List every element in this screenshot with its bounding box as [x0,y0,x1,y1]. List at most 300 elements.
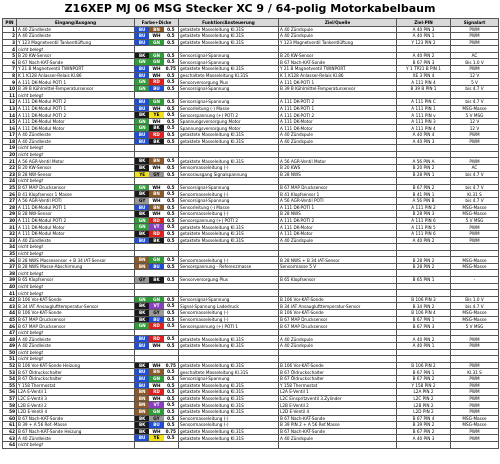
pin-cell: 49 [3,343,17,350]
wire-color-chip: BU [135,33,149,39]
wire-color-chip: RD [149,323,163,329]
signal-cell [451,270,499,277]
function-cell: Sensorleitung (-) Masse [179,105,279,112]
target-pin-cell: A 111 PIN 1 [397,105,451,112]
target-pin-cell: A 111 PIN C [397,99,451,106]
target-cell: Sensormasse 5 V [279,263,397,270]
wire-color-chip: YE [135,172,149,178]
pin-cell: 43 [3,303,17,310]
wire-size: 0.75 [165,428,176,434]
target-pin-cell [397,250,451,257]
wire-color-cell [135,349,179,356]
target-cell: A 111 DK-Motor [279,224,397,231]
table-body [3,26,499,448]
target-cell: B 39 B Kühlmittel-Temperatursensor [279,85,397,92]
wire-color-cell [135,270,179,277]
signal-cell: PWM [451,39,499,46]
function-cell: getaktete Masseleitung Kl.31S [179,66,279,73]
wire-color-chip [135,442,149,448]
target-cell: Y 21 B Magnetventil TWINPORT [279,66,397,73]
target-pin-cell [397,92,451,99]
target-pin-cell [397,244,451,251]
pin-cell: 52 [3,362,17,369]
table-row [3,105,499,112]
signal-cell [451,46,499,53]
wire-color-cell [135,250,179,257]
pin-cell: 17 [3,132,17,139]
pin-cell: 10 [3,85,17,92]
target-cell: A 111 DK-POTI 2 [279,99,397,106]
target-pin-cell [397,329,451,336]
wire-size: 0.5 [164,396,178,402]
wire-color-cell [135,428,179,435]
wire-color-chip: BU [135,369,149,375]
wire-color-chip: GY [149,416,163,422]
wire-color-chip: BK [135,165,149,171]
signal-cell: bis 4.7 V [451,171,499,178]
table-row [3,85,499,92]
target-pin-cell: A 111 PIN v [397,112,451,119]
wire-color-chip: BU [135,106,149,112]
wire-color-cell [135,277,179,284]
table-row [3,422,499,429]
wire-size [164,244,178,250]
wire-size [164,270,178,276]
target-cell [279,441,397,448]
io-cell: K 1 K128 Anlasser-Relais Kl.86 [17,72,135,79]
signal-cell: PWM [451,382,499,389]
pin-cell: 61 [3,422,17,429]
wire-color-chip: BK [135,310,149,316]
wire-color-chip: RD [149,132,163,138]
signal-cell [451,329,499,336]
wire-color-chip [149,290,163,296]
table-row [3,389,499,396]
table-row [3,323,499,330]
target-cell: B 106 Vor-KAT-Sonde [279,310,397,317]
wire-color-chip: GN [135,59,149,65]
io-cell: B 28 NW-Sensor [17,171,135,178]
table-row [3,125,499,132]
table-row [3,79,499,86]
wire-color-chip: BK [135,429,149,435]
signal-cell: PWM [451,362,499,369]
signal-cell: PWM [451,224,499,231]
signal-cell: PWM [451,375,499,382]
table-row [3,138,499,145]
table-row [3,257,499,264]
wire-color-chip [135,284,149,290]
table-row [3,171,499,178]
target-cell: B 67 MAP Drucksensor [279,184,397,191]
wire-color-chip: GN [135,125,149,131]
wire-color-cell [135,369,179,376]
target-cell [279,151,397,158]
pin-cell: 41 [3,290,17,297]
pin-cell: 46 [3,323,17,330]
target-cell: B 65 Klopfsensor [279,277,397,284]
table-row [3,26,499,33]
pin-cell: 9 [3,79,17,86]
target-cell: A 40 Zündspule [279,138,397,145]
wire-color-cell [135,237,179,244]
table-row [3,217,499,224]
wire-color-chip: WH [149,383,163,389]
wire-color-cell [135,33,179,40]
target-cell [279,356,397,363]
pin-cell: 51 [3,356,17,363]
wire-size: 0.5 [164,376,178,382]
wire-color-chip [135,92,149,98]
wire-color-chip: YE [149,435,163,441]
function-cell: getaktete Masseleitung Kl.31S [179,402,279,409]
wire-color-chip: GN [135,218,149,224]
wire-size: 0.5 [164,205,178,211]
table-row [3,39,499,46]
target-cell: B 67 MAP Drucksensor [279,316,397,323]
target-cell [279,250,397,257]
io-cell: B 106 Vor-KAT-Sonde [17,310,135,317]
function-cell: getaktete Masseleitung Kl.31S [179,230,279,237]
target-cell: A 111 DK-POTI 2 [279,112,397,119]
target-cell: A 40 Zündspule [279,435,397,442]
wire-color-cell [135,408,179,415]
target-cell: A 111 DK-POTI 1 [279,204,397,211]
wire-color-cell [135,79,179,86]
wire-color-cell [135,99,179,106]
wire-color-chip: WH [149,396,163,402]
wire-color-chip [149,350,163,356]
target-cell: B 67 Öldruckschalter [279,375,397,382]
function-cell [179,244,279,251]
pin-cell: 55 [3,382,17,389]
target-pin-cell: B 67 PIN 2 [397,428,451,435]
wire-color-chip: BU [149,422,163,428]
wire-size: 0.5 [164,369,178,375]
table-row [3,283,499,290]
wire-color-cell [135,52,179,59]
wire-color-chip: BN [149,369,163,375]
target-pin-cell: B 67 PIN 2 [397,375,451,382]
target-cell: L2B E-Ventil 2 [279,402,397,409]
wire-size: 0.5 [164,389,178,395]
target-pin-cell: B 39 PIN 2 [397,422,451,429]
wire-size: 0.5 [164,53,178,59]
wire-color-chip: WH [149,429,163,435]
signal-cell [451,290,499,297]
pin-cell: 35 [3,250,17,257]
wire-color-cell [135,72,179,79]
function-cell: Sensorsignal-Spannung [179,59,279,66]
document-title: Z16XEP MJ 06 MSG Stecker XC 9 / 64-polig Motorkabelbaum [64,2,436,15]
table-row [3,33,499,40]
target-cell: A 111 DK-POTI 1 [279,105,397,112]
wire-color-chip: VT [149,402,163,408]
io-cell: nicht belegt [17,356,135,363]
wire-color-chip: RD [149,79,163,85]
wire-color-cell [135,422,179,429]
pin-cell: 15 [3,118,17,125]
wire-size [164,350,178,356]
target-cell: L2A E-Ventil 1 [279,389,397,396]
wire-color-chip: GN [135,224,149,230]
io-cell: A 111 DK-Modul POTI 2 [17,99,135,106]
function-cell: getaktete Masseleitung Kl.31S [179,237,279,244]
wire-color-cell [135,441,179,448]
wire-color-chip: BK [135,191,149,197]
wire-size: 0.5 [164,277,178,283]
table-row [3,382,499,389]
target-cell [279,145,397,152]
io-cell: B 20 KW-Sensor [17,164,135,171]
pin-cell: 26 [3,191,17,198]
wire-color-chip: GN [149,376,163,382]
io-cell: B 20 KW-Sensor [17,52,135,59]
wire-color-cell [135,316,179,323]
signal-cell [451,244,499,251]
function-cell: getaktete Masseleitung Kl.31S [179,138,279,145]
signal-cell: MSG-Masse [451,263,499,270]
function-cell [179,329,279,336]
table-row [3,349,499,356]
function-cell [179,283,279,290]
wire-size: 0.5 [164,27,178,33]
wire-size: 0.5 [164,79,178,85]
io-cell: A 56 AGR-Ventil Motor [17,158,135,165]
target-pin-cell: B 67 PIN 4 [397,415,451,422]
wire-color-cell [135,151,179,158]
io-cell: nicht belegt [17,349,135,356]
target-cell: B 67 MAP Drucksensor [279,323,397,330]
pin-cell: 1 [3,26,17,33]
target-pin-cell [397,151,451,158]
wire-size: 0.5 [164,435,178,441]
target-pin-cell [397,356,451,363]
wire-color-chip: WH [149,343,163,349]
table-row [3,52,499,59]
wire-size [164,92,178,98]
wire-color-cell [135,125,179,132]
wire-color-chip: BU [135,73,149,79]
function-cell: getaktete Masseleitung Kl.31S [179,132,279,139]
function-cell: getaktete Masseleitung Kl.31S [179,395,279,402]
target-cell: A 40 Zündspule [279,237,397,244]
signal-cell: PWM [451,158,499,165]
function-cell: getaktete Masseleitung Kl.31S [179,382,279,389]
signal-cell: MSG-Masse [451,310,499,317]
target-cell: B 106 Vor-KAT-Sonde [279,362,397,369]
signal-cell: MSG-Masse [451,316,499,323]
function-cell: Sensorsignal-Spannung [179,99,279,106]
wire-size: 0.5 [164,238,178,244]
pin-cell: 38 [3,270,17,277]
io-cell: A 40 Zündleiste [17,435,135,442]
signal-cell: MSG-Masse [451,105,499,112]
header-color: Farbe+Dicke [135,19,179,27]
target-pin-cell: Y 123 PIN 2 [397,39,451,46]
signal-cell: 5 V MSG [451,323,499,330]
wire-color-chip [149,145,163,151]
wire-size [164,145,178,151]
function-cell: Spannungsversorgung Motor [179,125,279,132]
function-cell: Sensormasseleitung (-) [179,191,279,198]
target-pin-cell [397,46,451,53]
target-cell: B 39 PIN 2 + A 56 Ref.Masse [279,422,397,429]
wire-color-cell [135,290,179,297]
target-cell: B 67 Nach-KAT-Sonde [279,415,397,422]
table-row [3,408,499,415]
target-cell [279,283,397,290]
wire-color-chip: BN [149,158,163,164]
signal-cell [451,441,499,448]
target-cell: Y 158 Thermostat [279,382,397,389]
pin-cell: 36 [3,257,17,264]
function-cell: getaktete Masseleitung Kl.31S [179,389,279,396]
function-cell: Sensorleitung (-) Masse [179,204,279,211]
target-pin-cell: B 41 PIN 1 [397,191,451,198]
table-row [3,59,499,66]
wire-color-chip: GN [149,297,163,303]
signal-cell: Kl.31 S [451,369,499,376]
target-cell: L2C Einspritzventil 3.Zylinder [279,395,397,402]
wire-color-chip [149,356,163,362]
table-row [3,369,499,376]
wire-color-cell [135,257,179,264]
wire-size: 0.5 [164,383,178,389]
wire-color-cell [135,343,179,350]
header-pin: PIN [3,19,17,27]
io-cell: A 40 Zündleiste [17,26,135,33]
table-row [3,178,499,185]
pin-cell: 18 [3,138,17,145]
target-pin-cell: L2C PIN 2 [397,395,451,402]
pin-cell: 4 [3,46,17,53]
wire-color-cell [135,382,179,389]
function-cell: Sensorsignal-Spannung [179,52,279,59]
function-cell [179,270,279,277]
target-pin-cell [397,290,451,297]
wire-color-chip [135,330,149,336]
pin-cell: 33 [3,237,17,244]
signal-cell [451,178,499,185]
wire-size: 0.75 [165,66,176,72]
table-row [3,72,499,79]
target-pin-cell: Y 158 PIN 2 [397,382,451,389]
wire-color-chip [135,244,149,250]
wire-color-chip [135,290,149,296]
function-cell: getaktete Masseleitung Kl.31S [179,26,279,33]
function-cell: getaktete Masseleitung Kl.31S [179,33,279,40]
wire-color-chip: WH [149,198,163,204]
table-row [3,112,499,119]
wire-size: 0.5 [164,303,178,309]
table-row [3,250,499,257]
wire-size: 0.75 [165,362,176,368]
target-cell: A 40 Zündspule [279,336,397,343]
io-cell: nicht belegt [17,250,135,257]
pin-cell: 47 [3,329,17,336]
io-cell: B 28 NWS Massesensor + B 34 IAT-Sensor [17,257,135,264]
wire-color-cell [135,356,179,363]
target-pin-cell: L2D PIN 2 [397,408,451,415]
target-cell: A 111 DK-Motor [279,125,397,132]
wire-color-cell [135,395,179,402]
function-cell: Sensormasseleitung (-) [179,211,279,218]
wire-color-cell [135,112,179,119]
target-pin-cell: B 67 PIN 1 [397,369,451,376]
target-pin-cell: B 20 PIN 2 [397,164,451,171]
io-cell: A 40 Zündleiste [17,343,135,350]
table-row [3,310,499,317]
wire-size [164,178,178,184]
function-cell: Sensorspannung - Referenzmasse [179,263,279,270]
wire-color-chip: BK [149,277,163,283]
signal-cell: Kl.31 S [451,191,499,198]
signal-cell: PWM [451,237,499,244]
wire-color-cell [135,46,179,53]
wire-color-cell [135,224,179,231]
function-cell: Sensorversorgung Plus [179,79,279,86]
function-cell: getaktete Masseleitung Kl.31S [179,435,279,442]
wire-size: 0.5 [164,198,178,204]
wire-color-chip: WH [149,66,163,72]
target-cell: A 111 DK-POTI 1 [279,79,397,86]
io-cell: B 67 Öldruckschalter [17,369,135,376]
wire-color-cell [135,39,179,46]
table-row [3,441,499,448]
wire-color-chip: BK [149,238,163,244]
table-row [3,118,499,125]
wire-color-cell [135,336,179,343]
pin-table [2,18,499,449]
wire-color-chip: GN [135,86,149,92]
function-cell: geschaltete Masseleitung Kl.31S [179,72,279,79]
wire-color-cell [135,184,179,191]
signal-cell: MSG-Masse [451,211,499,218]
wire-color-chip: GN [149,409,163,415]
wire-size: 0.5 [164,33,178,39]
signal-cell: bis 4.7 V [451,85,499,92]
wire-color-cell [135,204,179,211]
signal-cell: MSG-Masse [451,204,499,211]
wire-color-chip: WH [149,106,163,112]
wire-size: 0.5 [164,106,178,112]
wire-size: 0.5 [164,165,178,171]
wire-color-cell [135,310,179,317]
wire-color-chip [149,46,163,52]
table-row [3,184,499,191]
target-pin-cell: B 28 PIN 2 [397,263,451,270]
pin-cell: 63 [3,435,17,442]
wire-color-cell [135,415,179,422]
target-cell: B 67 Nach-KAT-Sonde [279,59,397,66]
target-cell: B 67 Nach-KAT-Sonde [279,428,397,435]
wire-color-chip: GN [149,99,163,105]
target-cell: A 111 DK-Motor [279,118,397,125]
wire-color-chip [135,251,149,257]
io-cell: B 67 Nach-KAT-Sonde Heizung [17,428,135,435]
io-cell: nicht belegt [17,290,135,297]
wire-color-chip: BU [135,376,149,382]
wire-color-cell [135,263,179,270]
io-cell: L2B E-Ventil 2 [17,402,135,409]
io-cell: B 67 MAP Drucksensor [17,323,135,330]
target-pin-cell [397,270,451,277]
header-function: Funktion/Ansteuerung [179,19,279,27]
target-cell [279,178,397,185]
io-cell: nicht belegt [17,441,135,448]
io-cell: A 40 Zündleiste [17,336,135,343]
